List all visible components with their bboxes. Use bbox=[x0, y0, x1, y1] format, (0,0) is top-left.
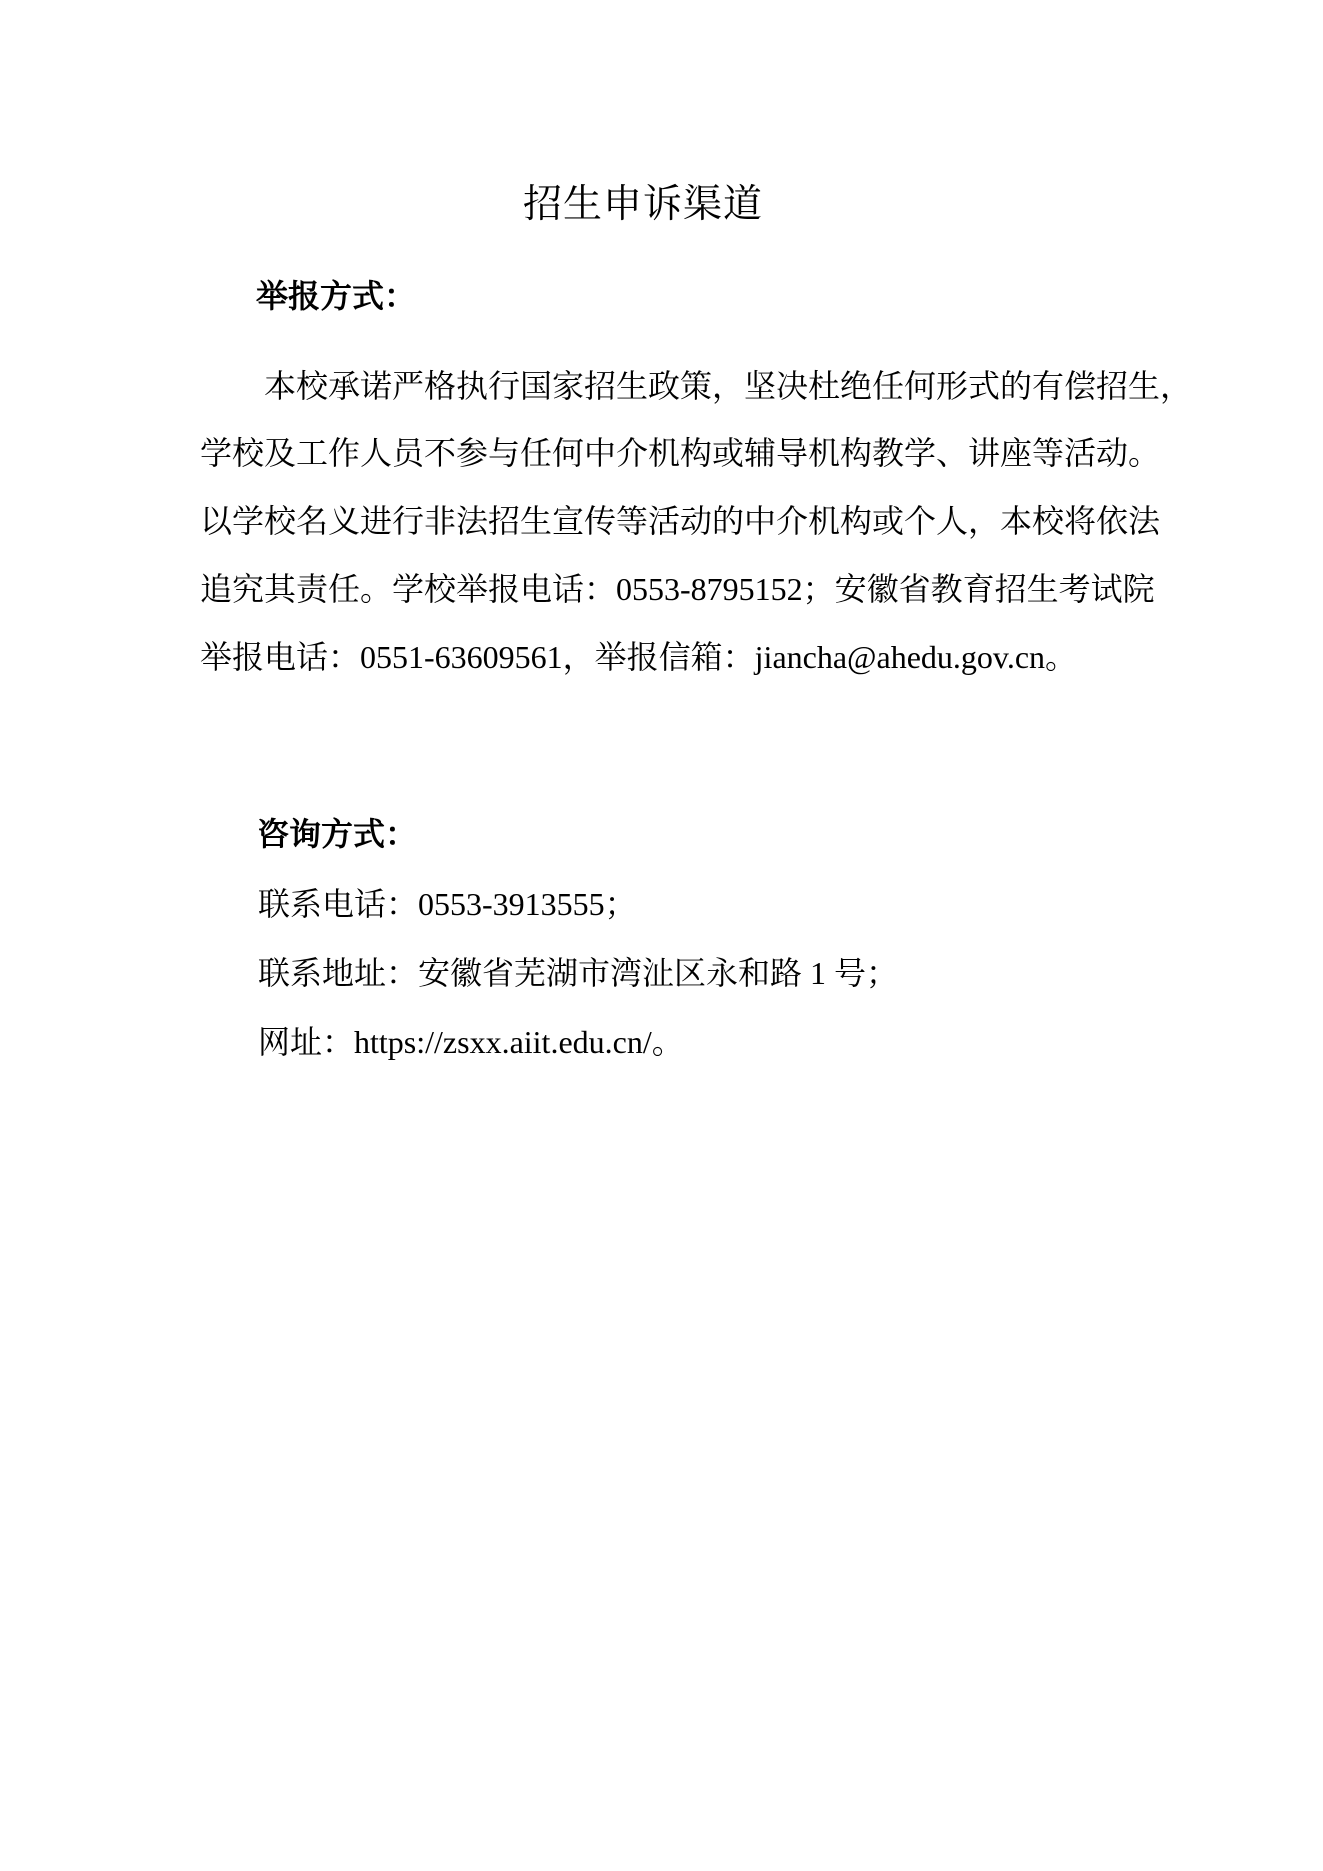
report-paragraph-line: 举报电话：0551-63609561，举报信箱：jiancha@ahedu.gov.cn。 bbox=[200, 639, 1078, 675]
page-title: 招生申诉渠道 bbox=[522, 183, 763, 226]
report-paragraph-line: 以学校名义进行非法招生宣传等活动的中介机构或个人，本校将依法 bbox=[200, 503, 1161, 539]
consult-website-line: 网址：https://zsxx.aiit.edu.cn/。 bbox=[258, 1024, 684, 1060]
consult-address-line: 联系地址：安徽省芜湖市湾沚区永和路 1 号； bbox=[258, 955, 899, 991]
report-paragraph-line: 本校承诺严格执行国家招生政策，坚决杜绝任何形式的有偿招生， bbox=[264, 368, 1193, 404]
report-section-heading: 举报方式： bbox=[256, 278, 417, 314]
report-paragraph-line: 学校及工作人员不参与任何中介机构或辅导机构教学、讲座等活动。 bbox=[200, 435, 1161, 471]
consult-phone-line: 联系电话：0553-3913555； bbox=[258, 886, 637, 922]
report-paragraph-line: 追究其责任。学校举报电话：0553-8795152；安徽省教育招生考试院 bbox=[200, 571, 1155, 607]
consult-section-heading: 咨询方式： bbox=[257, 816, 418, 852]
